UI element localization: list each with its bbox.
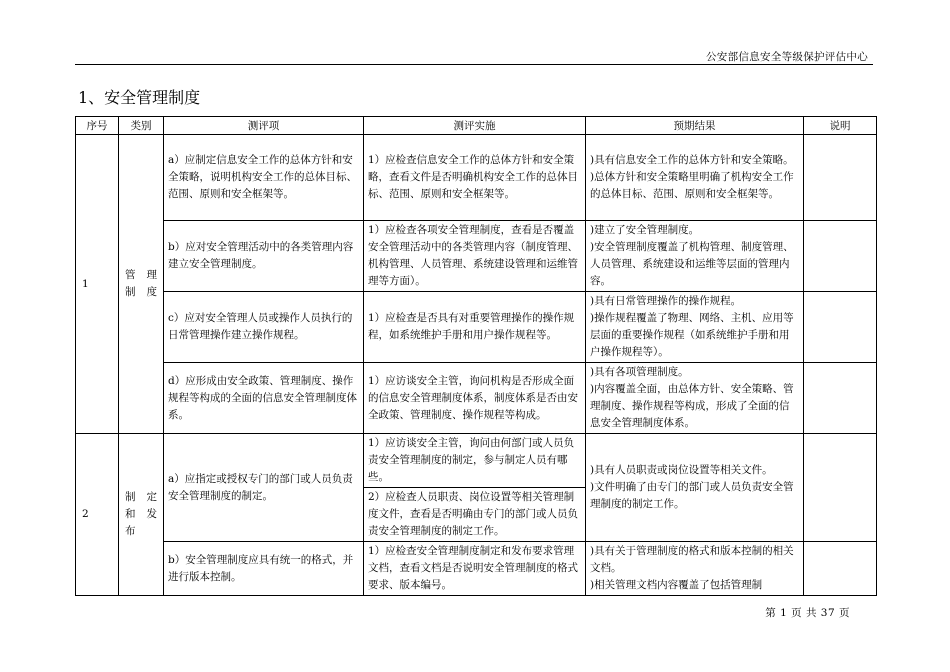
impl-cell [364, 363, 586, 434]
result-line: )相关管理文档内容覆盖了包括管理制 [590, 579, 763, 591]
header-rule [75, 64, 873, 65]
col-header-seq: 序号 [76, 117, 119, 135]
impl-cell [364, 221, 586, 292]
result-line: )内容覆盖全面，由总体方针、安全策略、管理制度、操作规程等构成，形成了全面的信息安全管理制度体系。 [590, 383, 794, 429]
table-row [76, 135, 877, 221]
impl-cell [364, 135, 586, 221]
note-cell [804, 363, 877, 434]
table-row [76, 434, 877, 488]
seq-cell: 1 [76, 135, 119, 434]
result-line: )文件明确了由专门的部门或人员负责安全管理制度的制定工作。 [590, 481, 794, 510]
assessment-table [75, 116, 877, 596]
result-cell [586, 542, 804, 596]
impl-line: 1）应检查信息安全工作的总体方针和安全策略，查看文件是否明确机构安全工作的总体目标、范围、原则和安全框架等。 [368, 154, 578, 200]
impl-line: 1）应检查安全管理制度制定和发布要求管理文档，查看文档是否说明安全管理制度的格式要求、版本编号。 [368, 545, 578, 591]
result-line: )建立了安全管理制度。 [590, 224, 700, 236]
impl-cell [364, 292, 586, 363]
category-cell [119, 135, 164, 434]
result-line: )具有关于管理制度的格式和版本控制的相关文档。 [590, 545, 794, 574]
col-header-item: 测评项 [164, 117, 364, 135]
category-line: 制 定 [125, 491, 157, 503]
table-row [76, 363, 877, 434]
header-org: 公安部信息安全等级保护评估中心 [706, 51, 868, 63]
table-row [76, 292, 877, 363]
page-number: 第 1 页 共 37 页 [765, 607, 850, 619]
item-cell: a）应制定信息安全工作的总体方针和安全策略，说明机构安全工作的总体目标、范围、原则和安全框架等。 [164, 135, 364, 221]
item-cell: a）应指定或授权专门的部门或人员负责安全管理制度的制定。 [164, 434, 364, 542]
result-line: )操作规程覆盖了物理、网络、主机、应用等层面的重要操作规程（如系统维护手册和用户操作规程等）。 [590, 312, 794, 358]
impl-line: 1）应访谈安全主管，询问由何部门或人员负责安全管理制度的制定，参与制定人员有哪些。 [368, 437, 575, 483]
result-line: )安全管理制度覆盖了机构管理、制度管理、人员管理、系统建设和运维等层面的管理内容。 [590, 241, 794, 287]
note-cell [804, 221, 877, 292]
table-row [76, 542, 877, 596]
result-line: )具有日常管理操作的操作规程。 [590, 295, 742, 307]
category-cell [119, 434, 164, 596]
impl-cell [364, 488, 586, 542]
category-line: 管 理 [125, 269, 157, 281]
col-header-impl: 测评实施 [364, 117, 586, 135]
item-cell: b）应对安全管理活动中的各类管理内容建立安全管理制度。 [164, 221, 364, 292]
impl-line: 1）应访谈安全主管，询问机构是否形成全面的信息安全管理制度体系，制度体系是否由安全政策、管理制度、操作规程等构成。 [368, 374, 578, 421]
impl-line: 1）应检查各项安全管理制度，查看是否覆盖安全管理活动中的各类管理内容（制度管理、机构管理、人员管理、系统建设管理和运维管理等方面）。 [368, 224, 578, 287]
result-cell [586, 221, 804, 292]
col-header-category: 类别 [119, 117, 164, 135]
table-header-row [76, 117, 877, 135]
impl-cell [364, 542, 586, 596]
result-cell [586, 292, 804, 363]
table-row [76, 221, 877, 292]
col-header-result: 预期结果 [586, 117, 804, 135]
result-cell [586, 363, 804, 434]
result-line: )总体方针和安全策略里明确了机构安全工作的总体目标、范围、原则和安全框架等。 [590, 171, 794, 200]
note-cell [804, 434, 877, 542]
note-cell [804, 135, 877, 221]
result-line: )具有信息安全工作的总体方针和安全策略。 [590, 154, 794, 166]
result-line: )具有人员职责或岗位设置等相关文件。 [590, 464, 773, 476]
result-cell [586, 135, 804, 221]
result-line: )具有各项管理制度。 [590, 366, 689, 378]
note-cell [804, 292, 877, 363]
item-cell: d）应形成由安全政策、管理制度、操作规程等构成的全面的信息安全管理制度体系。 [164, 363, 364, 434]
impl-cell [364, 434, 586, 488]
category-line: 布 [125, 525, 136, 537]
seq-cell: 2 [76, 434, 119, 596]
col-header-note: 说明 [804, 117, 877, 135]
result-cell [586, 434, 804, 542]
item-cell: c）应对安全管理人员或操作人员执行的日常管理操作建立操作规程。 [164, 292, 364, 363]
category-line: 制度 [125, 286, 157, 298]
section-title: 1、安全管理制度 [78, 88, 201, 107]
impl-line: 2）应检查人员职责、岗位设置等相关管理制度文件，查看是否明确由专门的部门或人员负责安全管理制度的制定工作。 [368, 491, 578, 537]
item-cell: b）安全管理制度应具有统一的格式，并进行版本控制。 [164, 542, 364, 596]
category-line: 和 发 [125, 508, 157, 520]
note-cell [804, 542, 877, 596]
impl-line: 1）应检查是否具有对重要管理操作的操作规程，如系统维护手册和用户操作规程等。 [368, 312, 575, 341]
